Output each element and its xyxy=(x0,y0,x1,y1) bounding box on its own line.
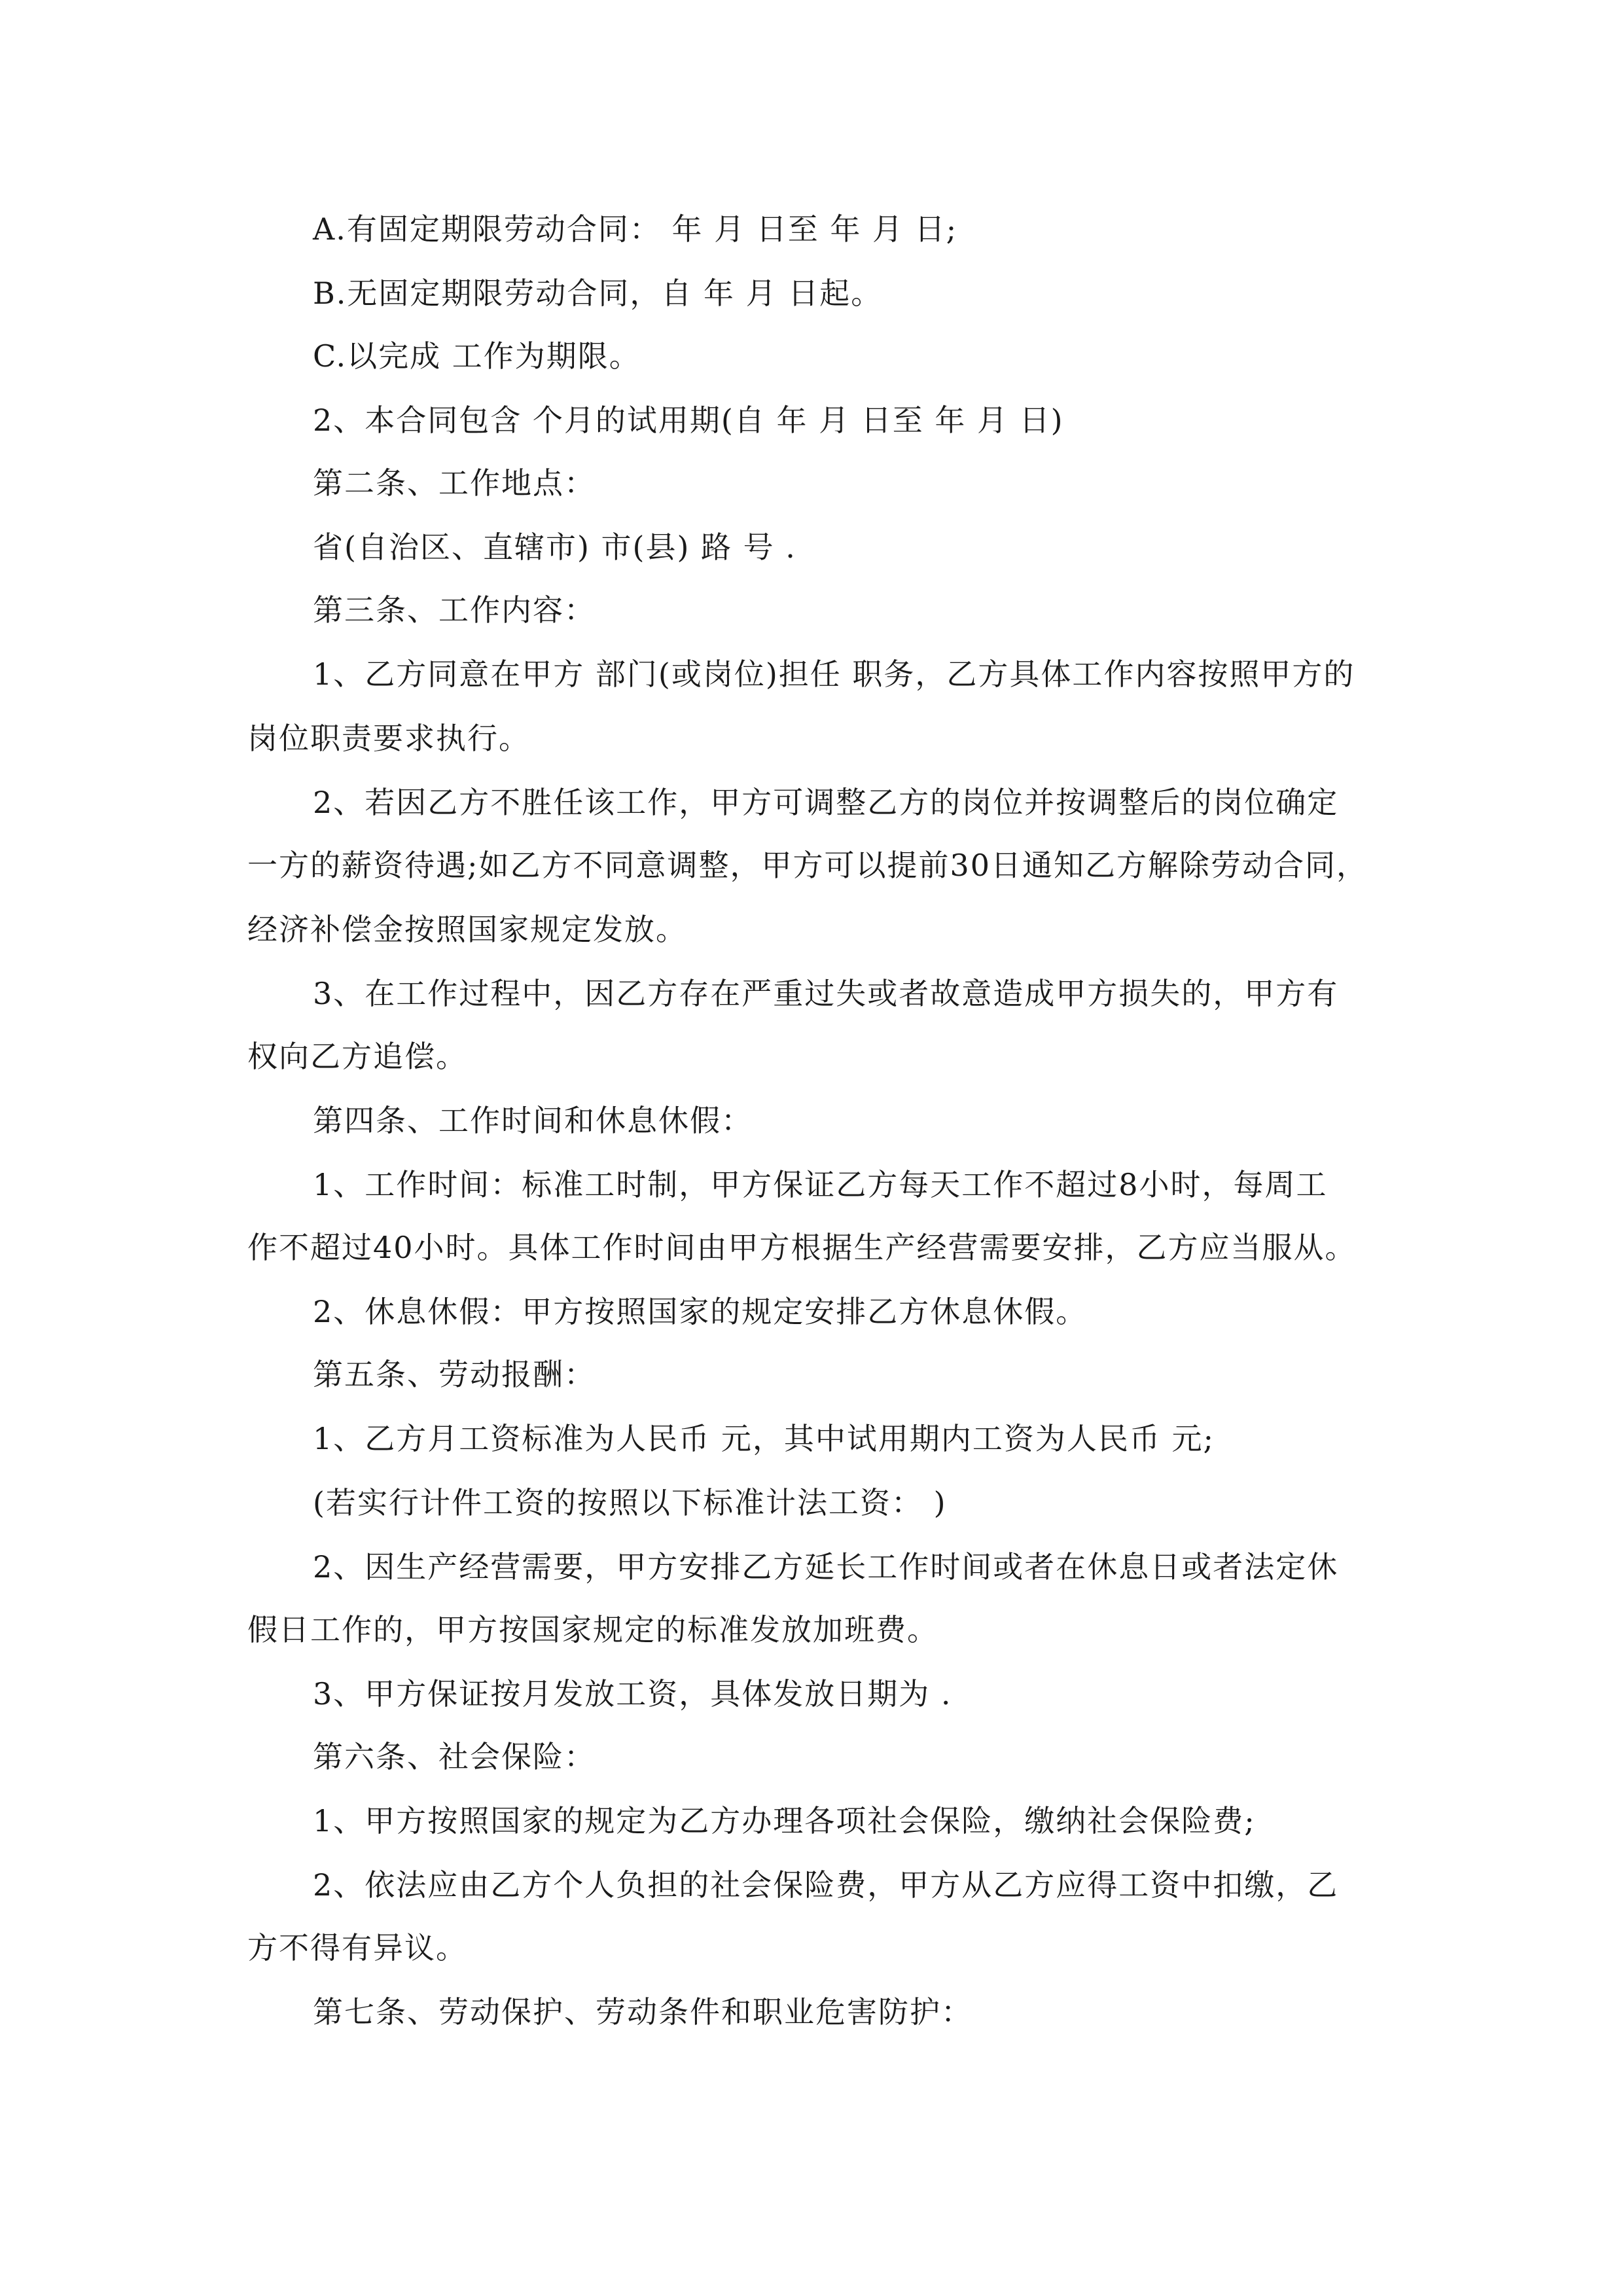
clause-line: (若实行计件工资的按照以下标准计法工资： ) xyxy=(313,1485,947,1520)
clause-line: 2、依法应由乙方个人负担的社会保险费，甲方从乙方应得工资中扣缴，乙 xyxy=(313,1867,1339,1903)
clause-line: 1、乙方月工资标准为人民币 元，其中试用期内工资为人民币 元; xyxy=(313,1421,1215,1456)
clause-line: 方不得有异议。 xyxy=(247,1930,467,1965)
clause-line: 1、甲方按照国家的规定为乙方办理各项社会保险，缴纳社会保险费; xyxy=(313,1803,1256,1839)
clause-line: 经济补偿金按照国家规定发放。 xyxy=(247,912,687,947)
clause-line: 岗位职责要求执行。 xyxy=(247,721,530,756)
clause-line: 作不超过40小时。具体工作时间由甲方根据生产经营需要安排，乙方应当服从。 xyxy=(247,1230,1357,1265)
clause-line: 一方的薪资待遇;如乙方不同意调整，甲方可以提前30日通知乙方解除劳动合同， xyxy=(247,848,1368,883)
section-heading: 第二条、工作地点： xyxy=(313,465,596,501)
section-heading: 第六条、社会保险： xyxy=(313,1739,596,1774)
clause-line: 省(自治区、直辖市) 市(县) 路 号 . xyxy=(313,529,796,565)
section-heading: 第五条、劳动报酬： xyxy=(313,1357,596,1392)
section-heading: 第四条、工作时间和休息休假： xyxy=(313,1103,753,1138)
clause-line: 1、乙方同意在甲方 部门(或岗位)担任 职务，乙方具体工作内容按照甲方的 xyxy=(313,656,1355,692)
section-heading: 第七条、劳动保护、劳动条件和职业危害防护： xyxy=(313,1994,972,2030)
clause-line: 3、甲方保证按月发放工资，具体发放日期为 . xyxy=(313,1676,952,1712)
section-heading: 第三条、工作内容： xyxy=(313,592,596,628)
clause-line: 假日工作的，甲方按国家规定的标准发放加班费。 xyxy=(247,1612,938,1647)
clause-line: A.有固定期限劳动合同： 年 月 日至 年 月 日; xyxy=(313,211,958,247)
clause-line: 3、在工作过程中，因乙方存在严重过失或者故意造成甲方损失的，甲方有 xyxy=(313,976,1339,1011)
clause-line: 权向乙方追偿。 xyxy=(247,1039,467,1074)
clause-line: 1、工作时间：标准工时制，甲方保证乙方每天工作不超过8小时，每周工 xyxy=(313,1167,1328,1202)
clause-line: 2、休息休假：甲方按照国家的规定安排乙方休息休假。 xyxy=(313,1294,1088,1329)
clause-line: 2、本合同包含 个月的试用期(自 年 月 日至 年 月 日) xyxy=(313,403,1064,438)
clause-line: C.以完成 工作为期限。 xyxy=(313,338,641,374)
clause-line: B.无固定期限劳动合同，自 年 月 日起。 xyxy=(313,276,883,311)
clause-line: 2、若因乙方不胜任该工作，甲方可调整乙方的岗位并按调整后的岗位确定 xyxy=(313,785,1339,820)
clause-line: 2、因生产经营需要，甲方安排乙方延长工作时间或者在休息日或者法定休 xyxy=(313,1549,1339,1585)
